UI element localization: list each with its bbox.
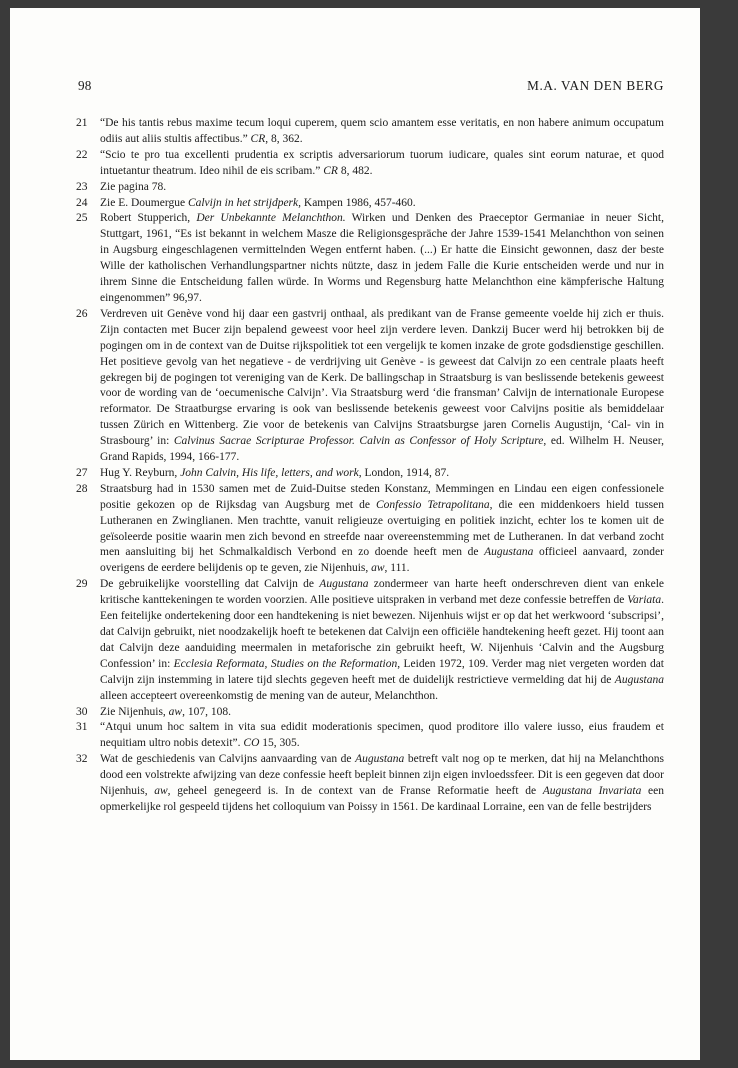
text-run: Robert Stupperich, [100,212,197,225]
text-run: “Atqui unum hoc saltem in vita sua edidit moderationis specimen, quod proditore illo valere iusso, eius fraudem et nequitiam ultro nobis detexit”. [100,721,664,750]
footnote-number: 27 [76,466,88,479]
footnote-30 [76,705,664,721]
text-run: , 107, 108. [182,705,231,718]
text-run: “De his tantis rebus maxime tecum loqui cuperem, quem scio amantem esse veritatis, en non habere animum occupatum odiis aut aliis stultis affectibus.” [100,117,664,145]
italic-title: Der Unbekannte Melanchthon. [196,212,346,225]
italic-title: Augustana [484,546,534,559]
text-run: , 111. [384,562,410,575]
running-head [78,78,664,94]
running-head-author: M.A. VAN DEN BERG [527,78,664,93]
footnote-number: 23 [76,180,88,193]
footnote-text [100,705,664,721]
text-run: Verdreven uit Genève vond hij daar een gastvrij onthaal, als predikant van de Franse gemeente voelde hij zich er thuis. Zijn contacten met Bucer zijn bepalend geweest voor heel zijn verdere leven. Dankzij Bucer werd hij betrokken bij de pogingen om in de context van de Duitse rijkspolitiek tot een vergelijk te komen inzake de grote godsdienstige geschillen. Het positieve gevolg van het negatieve - de verdrijving uit Genève - is geweest dat Calvijn zo een centrale plaats heeft gekregen bij de pogingen tot vereniging van de Kerk. De ballingschap in Straatsburg is van beslissende betekenis geweest voor de wording van de ‘oecumenische Calvijn’. Via Straatsburg werd ‘die fransman’ Calvijn de internationale Europese reformator. De Straatburgse ervaring is ook van beslissende betekenis geweest voor Calvijns positie als bemiddelaar tussen Zürich en Wittenberg. Zie voor de betekenis van Calvijns Straatsburgse jaren Cornelis Augustijn, ‘Cal- vin in Strasbourg’ in: [100,307,664,448]
text-run: Zie E. Doumergue [100,196,188,209]
text-run: , geheel genegeerd is. In de context van de Franse Reformatie heeft de [167,785,543,798]
footnote-text [100,196,664,212]
italic-title: CR [250,132,266,145]
footnote-29 [76,577,664,704]
footnote-text [100,116,664,148]
footnote-number: 28 [76,482,88,495]
italic-title: Augustana Invariata [542,785,642,798]
footnote-text [100,466,664,482]
footnote-22 [76,148,664,180]
footnote-number: 25 [76,212,88,225]
footnote-text [100,752,664,816]
footnote-23 [76,180,664,196]
page-number: 98 [78,78,92,93]
italic-title: aw [168,705,183,718]
footnote-24 [76,196,664,212]
footnote-26 [76,307,664,466]
italic-title: aw [154,785,168,798]
book-page [10,8,700,1060]
footnote-number: 31 [76,721,88,734]
footnotes-list [76,116,664,816]
text-run: zondermeer van harte heeft onderschreven dient van enkele kritische kanttekeningen te worden voorzien. Alle positieve uitspraken in verband met deze confessie betreffen de [100,578,664,607]
italic-title: CO [243,737,260,750]
footnote-number: 32 [76,753,88,766]
footnote-number: 22 [76,148,88,161]
text-run: Zie Nijenhuis, [100,705,169,718]
text-run: Straatsburg had in 1530 samen met de Zuid-Duitse steden Konstanz, Memmingen en Lindau een eigen confessionele positie gekozen op de Rijksdag van Augsburg met de [100,482,664,511]
italic-title: aw [371,562,385,575]
italic-title: CR [323,164,338,177]
text-run: “Scio te pro tua excellenti prudentia ex scriptis adversariorum tuorum iudicare, quales sint eorum naturae, et quod intuetantur theatrum. Ideo nihil de eis scribam.” [100,148,664,177]
footnote-number: 24 [76,196,88,209]
italic-title: Calvinus Sacrae Scripturae Professor. Calvin as Confessor of Holy Scripture [173,435,544,448]
text-run: Wat de geschiedenis van Calvijns aanvaarding van de [100,753,356,766]
footnote-text [100,720,664,752]
footnote-text [100,148,664,180]
footnote-32 [76,752,664,816]
footnote-number: 21 [76,117,88,129]
italic-title: Augustana [614,673,664,686]
italic-title: Augustana [319,578,369,591]
footnote-text [100,577,664,704]
italic-title: Variata [627,594,662,607]
footnote-text [100,211,664,306]
italic-title: Confessio Tetrapolitana [376,498,490,511]
text-run: 15, 305. [259,737,300,750]
footnote-number: 29 [76,578,88,591]
footnote-text [100,180,664,196]
footnote-text [100,482,664,577]
italic-title: Ecclesia Reformata, Studies on the Reformation [173,657,398,670]
text-run: , ed. Wilhelm H. Neuser, Grand Rapids, 1994, 166-177. [100,435,665,464]
italic-title: Calvijn in het strijdperk, [187,196,302,209]
text-run: 8, 482. [337,164,373,177]
text-run: De gebruikelijke voorstelling dat Calvijn de [100,578,320,591]
text-run: Zie pagina 78. [100,180,167,193]
text-run: alleen accepteert overeenkomstig de mening van de auteur, Melanchthon. [100,689,439,702]
text-run: Hug Y. Reyburn, [100,466,181,479]
footnote-number: 30 [76,705,88,718]
text-run: Kampen 1986, 457-460. [301,196,416,209]
italic-title: John Calvin, His life, letters, and work [180,466,359,479]
text-run: officieel aanvaard, zonder overigens de eerdere belijdenis op te geven, zie Nijenhuis, [100,546,664,575]
footnote-number: 26 [76,307,88,320]
footnote-21 [76,116,664,148]
footnote-28 [76,482,664,577]
text-run: betreft valt nog op te merken, dat hij na Melanchthons dood een volstrekte afwijzing van deze confessie heeft bepleit binnen zijn eigen invloedssfeer. Dit is een gegeven dat door Nijenhuis, [100,753,665,798]
footnote-31 [76,720,664,752]
text-run: , 8, 362. [265,132,303,145]
footnote-text [100,307,664,466]
text-run: , die een middenkoers hield tussen Lutheranen en Zwinglianen. Men trachtte, vanuit religieuze overtuiging en politiek inzicht, echter los te komen uit de geïsoleerde positie waarin men zich bevond en streefde naar overeenstemming met de Lutheranen. In dat verband zocht men aansluiting bij het Schmalkaldisch Verbond en zo doende heeft men de [100,498,664,559]
italic-title: Augustana [355,753,405,766]
text-run: een opmerkelijke rol gespeeld tijdens het colloquium van Poissy in 1561. De kardinaal Lorraine, een van de felle bestrijders [100,785,664,813]
text-run: , London, 1914, 87. [358,466,450,479]
footnote-27 [76,466,664,482]
text-run: . Een feitelijke ondertekening door een handtekening is niet bewezen. Nijenhuis wijst er op dat het werkwoord ‘subscripsi’, dat Calvijn gebruikt, niet noodzakelijk hoeft te betekenen dat Calvijn een officiële handtekening heeft gezet. Hij toont aan dat Calvijn deze aanduiding meermalen in metaforische zin gebruikt heeft, W. Nijenhuis ‘Calvin and the Augsburg Confession’ in: [100,594,664,670]
text-run: , Leiden 1972, 109. Verder mag niet vergeten worden dat Calvijn zijn instemming in latere tijd slechts gegeven heeft met de duidelijk restrictieve vermelding dat hij de [100,657,664,686]
text-run: Wirken und Denken des Praeceptor Germaniae in neuer Sicht, Stuttgart, 1961, “Es ist bekannt in welchem Masze die Religionsgespräche der Jahre 1539-1541 Melanchthon von seinen in Augsburg eingeschlagenen vermittelnden Wegen entfernt haben. (...) Er hatte die Einsicht gewonnen, dasz der beste Wille der katholischen Verhandlungspartner nichts nützte, dasz in jedem Falle die Kurie entscheiden werde und nur in ihrem Sinne die Entscheidung fallen würde. In Worms und Regensburg hatte Melanchthon eine kämpferische Haltung eingenommen” 96,97. [100,212,664,304]
footnote-25 [76,211,664,306]
